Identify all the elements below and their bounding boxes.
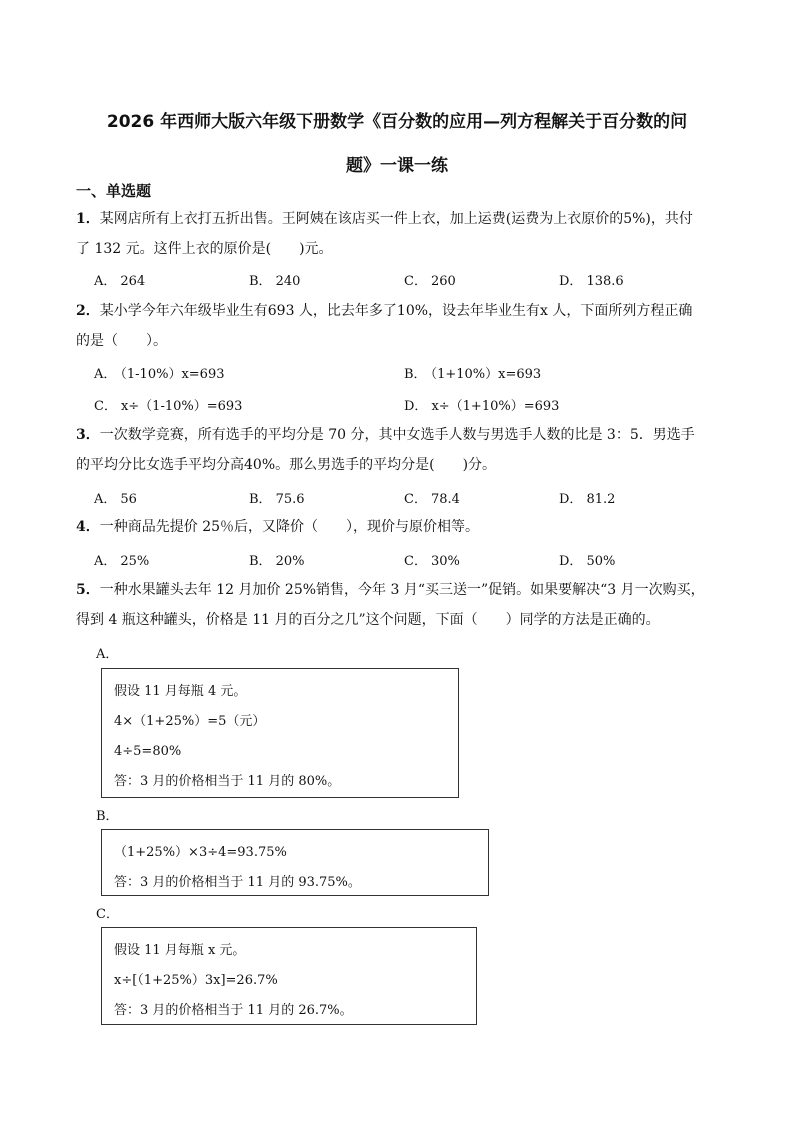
choice-b-box[interactable] xyxy=(101,829,489,896)
question-number: 4． xyxy=(76,519,100,535)
option-b[interactable]: B． 20% xyxy=(249,554,305,569)
choice-c-box[interactable] xyxy=(101,927,477,1025)
option-d[interactable]: D． 81.2 xyxy=(559,492,616,507)
option-d[interactable]: D． x÷（1+10%）=693 xyxy=(404,399,560,414)
question-number: 3． xyxy=(76,427,100,443)
choice-c-line: 假设 11 月每瓶 x 元。 xyxy=(114,943,246,958)
question-text: 一种水果罐头去年 12 月加价 25%销售，今年 3 月“买三送一”促销。如果要解决“3 月一次购买， xyxy=(99,582,705,598)
option-a[interactable]: A． 264 xyxy=(94,274,146,289)
question-2-options-row-1 xyxy=(94,363,714,387)
title-line-2: 题》一课一练 xyxy=(346,156,448,176)
option-a[interactable]: A． （1-10%）x=693 xyxy=(94,367,225,382)
option-c[interactable]: C． 78.4 xyxy=(404,492,460,507)
choice-a-line: 4÷5=80% xyxy=(114,744,182,759)
question-1 xyxy=(76,204,716,264)
option-a[interactable]: A． 25% xyxy=(94,554,150,569)
question-text-cont: 了 132 元。这件上衣的原价是( )元。 xyxy=(76,241,333,257)
option-b[interactable]: B． 240 xyxy=(249,274,301,289)
question-2 xyxy=(76,296,716,356)
section-heading: 一、单选题 xyxy=(76,182,152,200)
question-number: 2． xyxy=(76,303,100,319)
choice-b-line: （1+25%）×3÷4=93.75% xyxy=(114,845,287,860)
option-b[interactable]: B． （1+10%）x=693 xyxy=(404,367,542,382)
choice-c-label[interactable]: C． xyxy=(96,907,119,922)
option-c[interactable]: C． 30% xyxy=(404,554,460,569)
choice-a-label[interactable]: A． xyxy=(96,647,119,662)
option-a[interactable]: A． 56 xyxy=(94,492,137,507)
question-2-options-row-2 xyxy=(94,395,714,419)
option-d[interactable]: D． 138.6 xyxy=(559,274,624,289)
question-5 xyxy=(76,575,716,635)
choice-b-line: 答：3 月的价格相当于 11 月的 93.75%。 xyxy=(114,875,361,890)
question-text: 某网店所有上衣打五折出售。王阿姨在该店买一件上衣，加上运费(运费为上衣原价的5%)，共付 xyxy=(99,211,693,227)
choice-a-line: 4×（1+25%）=5（元） xyxy=(114,714,266,729)
question-3 xyxy=(76,420,716,480)
title-line-1: 2026 年西师大版六年级下册数学《百分数的应用—列方程解关于百分数的问 xyxy=(106,112,688,132)
question-number: 1． xyxy=(76,211,100,227)
question-text-cont: 的平均分比女选手平均分高40%。那么男选手的平均分是( )分。 xyxy=(76,457,497,473)
option-d[interactable]: D． 50% xyxy=(559,554,616,569)
question-3-options xyxy=(94,488,714,512)
choice-c-line: x÷[（1+25%）3x]=26.7% xyxy=(114,973,278,988)
choice-b-label[interactable]: B． xyxy=(96,809,119,824)
choice-a-line: 假设 11 月每瓶 4 元。 xyxy=(114,684,247,699)
question-number: 5． xyxy=(76,582,100,598)
choice-a-line: 答：3 月的价格相当于 11 月的 80%。 xyxy=(114,774,341,789)
choice-c-line: 答：3 月的价格相当于 11 月的 26.7%。 xyxy=(114,1003,353,1018)
question-1-options xyxy=(94,270,714,294)
question-text: 一种商品先提价 25％后，又降价（ ），现价与原价相等。 xyxy=(99,519,480,535)
option-c[interactable]: C． x÷（1-10%）=693 xyxy=(94,399,243,414)
document-title xyxy=(60,100,734,188)
question-4-options xyxy=(94,550,714,574)
question-4 xyxy=(76,512,716,542)
option-b[interactable]: B． 75.6 xyxy=(249,492,305,507)
question-text-cont: 得到 4 瓶这种罐头，价格是 11 月的百分之几”这个问题，下面（ ）同学的方法是正确的。 xyxy=(76,612,660,628)
option-c[interactable]: C． 260 xyxy=(404,274,456,289)
choice-a-box[interactable] xyxy=(101,668,459,798)
question-text-cont: 的是（ ）。 xyxy=(76,333,167,349)
question-text: 某小学今年六年级毕业生有693 人，比去年多了10%，设去年毕业生有x 人，下面所列方程正确 xyxy=(99,303,693,319)
question-text: 一次数学竞赛，所有选手的平均分是 70 分，其中女选手人数与男选手人数的比是 3：5．男选手 xyxy=(99,427,695,443)
